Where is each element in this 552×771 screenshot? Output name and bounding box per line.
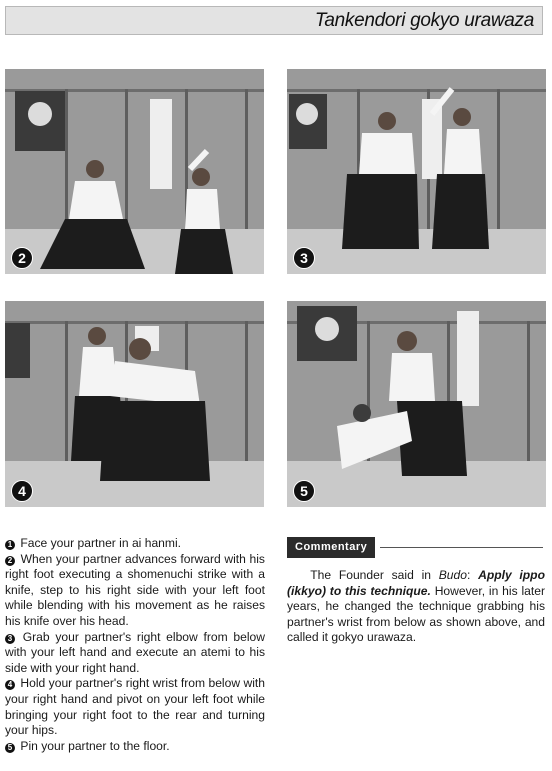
step-text: Pin your partner to the floor.: [20, 738, 170, 753]
commentary-colon: :: [466, 568, 479, 582]
photo-step-4: [5, 301, 264, 507]
commentary-divider: [380, 547, 543, 548]
photo-number-badge: 5: [293, 480, 315, 502]
steps-list: [5, 536, 265, 754]
step-text: Hold your partner's right wrist from below with your right hand and pivot on your left foot while bringing your right foot to the rear and turning your hips.: [5, 676, 265, 738]
step-item: [5, 630, 265, 677]
commentary-rest: However, in his later years, he changed the technique grabbing his partner's wrist from below as shown above, and called it gokyo urawaza.: [287, 583, 545, 645]
photo-5-image: [287, 301, 546, 507]
photo-number-badge: 4: [11, 480, 33, 502]
photo-number-badge: 2: [11, 247, 33, 269]
step-item: [5, 676, 265, 738]
step-number: 5: [5, 743, 15, 753]
photo-4-image: [5, 301, 264, 507]
commentary-intro: The Founder said in: [310, 568, 439, 582]
step-text: Grab your partner's right elbow from below with your left hand and execute an atemi to his side with your right hand.: [5, 629, 265, 675]
step-number: 1: [5, 540, 15, 550]
step-item: [5, 536, 265, 552]
step-text: When your partner advances forward with his right foot executing a shomenuchi strike with a knife, step to his right side with your left foot while blending with his movement as he raises his knife over his head.: [5, 551, 265, 628]
step-number: 4: [5, 680, 15, 690]
header-bar: [5, 6, 543, 35]
commentary-text: [287, 568, 545, 646]
photo-step-3: [287, 69, 546, 274]
step-text: Face your partner in ai hanmi.: [20, 536, 182, 550]
page-title: Tankendori gokyo urawaza: [314, 10, 534, 31]
commentary-heading: Commentary: [287, 537, 375, 558]
photo-step-2: [5, 69, 264, 274]
commentary-book-title: Budo: [438, 568, 467, 582]
step-number: 2: [5, 556, 15, 566]
step-number: 3: [5, 634, 15, 644]
photo-step-5: [287, 301, 546, 507]
step-item: [5, 552, 265, 630]
photo-number-badge: 3: [293, 247, 315, 269]
photo-3-image: [287, 69, 546, 274]
commentary-quote: Apply ippo (ikkyo) to this technique.: [287, 568, 545, 598]
step-item: [5, 739, 265, 755]
photo-2-image: [5, 69, 264, 274]
